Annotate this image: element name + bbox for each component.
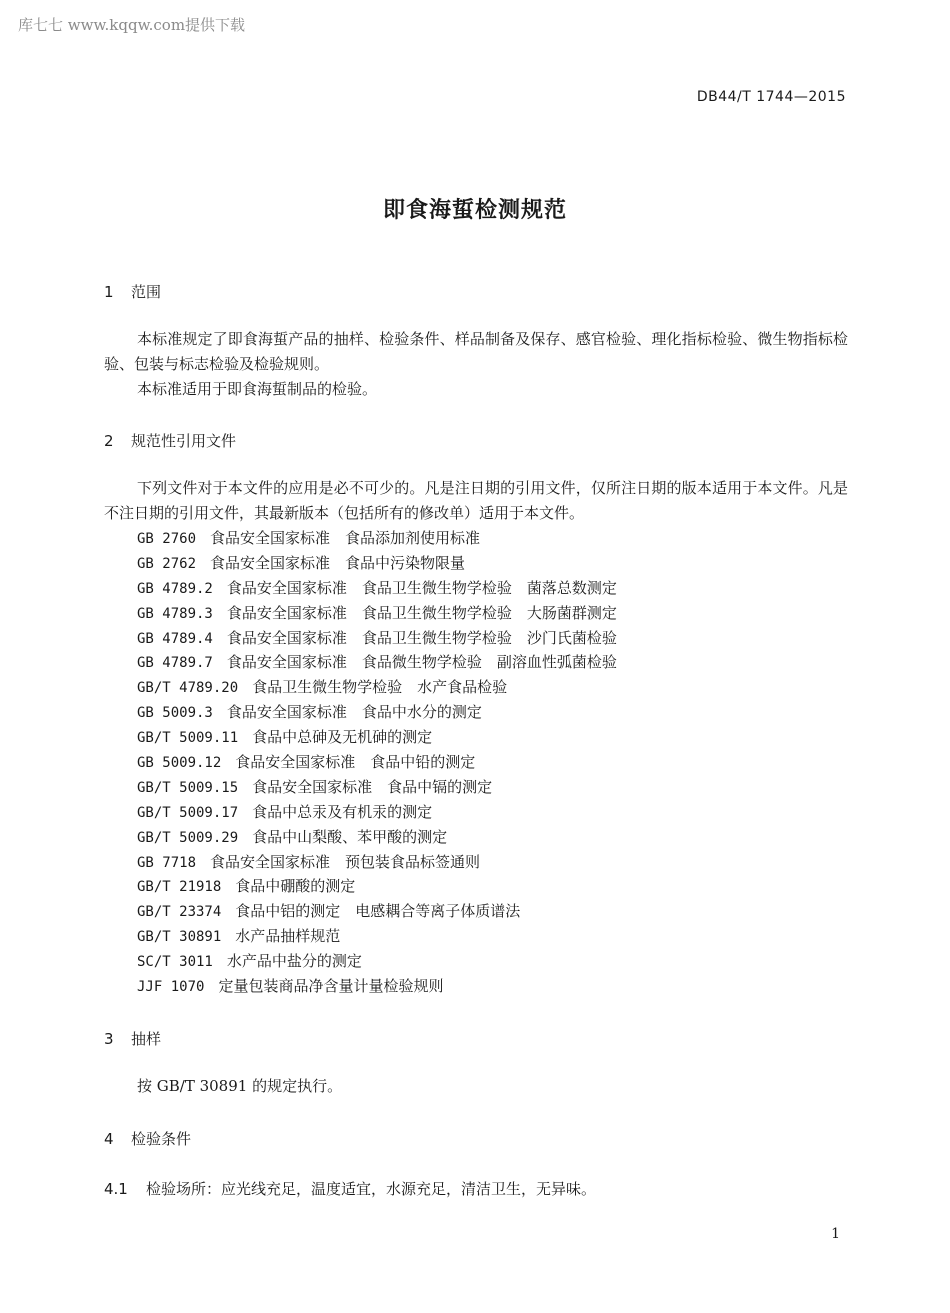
reference-item <box>137 924 617 949</box>
reference-item <box>137 874 617 899</box>
reference-code: GB 4789.4 <box>137 630 213 647</box>
section-number: 3 <box>104 1030 114 1048</box>
reference-item <box>137 675 617 700</box>
section-heading-conditions <box>104 1128 191 1149</box>
section-number: 1 <box>104 283 114 301</box>
section-title: 范围 <box>131 283 162 301</box>
normative-intro: 下列文件对于本文件的应用是必不可少的。凡是注日期的引用文件，仅所注日期的版本适用于本文件。凡是不注日期的引用文件，其最新版本（包括所有的修改单）适用于本文件。 <box>104 479 848 522</box>
reference-item <box>137 850 617 875</box>
reference-item <box>137 551 617 576</box>
reference-title: 食品安全国家标准 食品卫生微生物学检验 大肠菌群测定 <box>226 603 617 622</box>
reference-title: 食品安全国家标准 食品添加剂使用标准 <box>210 529 481 547</box>
reference-code: SC/T 3011 <box>137 954 213 971</box>
reference-item <box>137 700 617 725</box>
reference-title: 食品卫生微生物学检验 水产食品检验 <box>252 678 508 697</box>
sampling-paragraph: 按 GB/T 30891 的规定执行。 <box>137 1077 343 1095</box>
reference-code: GB/T 30891 <box>137 929 222 946</box>
reference-code: GB 5009.12 <box>137 755 222 772</box>
reference-list <box>137 526 617 999</box>
reference-item <box>137 601 617 626</box>
page-title: 即食海蜇检测规范 <box>382 198 567 223</box>
reference-code: GB 4789.2 <box>137 580 213 597</box>
reference-title: 食品安全国家标准 食品卫生微生物学检验 沙门氏菌检验 <box>226 628 617 647</box>
reference-item <box>137 949 617 974</box>
reference-code: GB/T 5009.17 <box>137 804 239 821</box>
reference-title: 食品安全国家标准 食品卫生微生物学检验 菌落总数测定 <box>226 578 617 597</box>
scope-paragraph-2: 本标准适用于即食海蜇制品的检验。 <box>137 380 378 398</box>
clause-text: 检验场所：应光线充足，温度适宜，水源充足，清洁卫生，无异味。 <box>146 1180 597 1198</box>
reference-code: JJF 1070 <box>137 979 205 996</box>
section-number: 4 <box>104 1130 114 1148</box>
reference-title: 食品中硼酸的测定 <box>235 877 356 896</box>
reference-code: GB/T 5009.15 <box>137 779 239 796</box>
section-title: 规范性引用文件 <box>131 432 237 450</box>
reference-title: 水产品中盐分的测定 <box>226 952 362 971</box>
reference-item <box>137 626 617 651</box>
reference-code: GB/T 5009.11 <box>137 730 239 747</box>
reference-item <box>137 526 617 551</box>
reference-item <box>137 725 617 750</box>
reference-title: 食品安全国家标准 食品中镉的测定 <box>252 777 493 796</box>
reference-item <box>137 775 617 800</box>
reference-title: 食品安全国家标准 食品中水分的测定 <box>226 703 482 722</box>
reference-code: GB 2762 <box>137 555 197 572</box>
section-heading-sampling <box>104 1028 161 1049</box>
section-title: 检验条件 <box>131 1130 192 1148</box>
document-number: DB44/T 1744—2015 <box>696 89 846 105</box>
reference-code: GB 7718 <box>137 854 197 871</box>
reference-code: GB/T 5009.29 <box>137 829 239 846</box>
reference-code: GB/T 23374 <box>137 904 222 921</box>
section-number: 2 <box>104 432 114 450</box>
section-heading-scope <box>104 281 161 302</box>
reference-item <box>137 650 617 675</box>
reference-title: 食品中山梨酸、苯甲酸的测定 <box>252 827 448 846</box>
section-heading-normative <box>104 430 236 451</box>
reference-item <box>137 750 617 775</box>
reference-title: 食品安全国家标准 食品微生物学检验 副溶血性弧菌检验 <box>226 653 617 672</box>
reference-title: 食品安全国家标准 食品中铅的测定 <box>235 753 476 772</box>
section-title: 抽样 <box>131 1030 162 1048</box>
clause-number: 4.1 <box>104 1180 128 1198</box>
clause-4-1 <box>104 1178 596 1199</box>
reference-code: GB 4789.7 <box>137 655 213 672</box>
reference-code: GB 4789.3 <box>137 605 213 622</box>
page-number: 1 <box>831 1226 840 1242</box>
reference-item <box>137 825 617 850</box>
reference-code: GB/T 21918 <box>137 879 222 896</box>
reference-item <box>137 974 617 999</box>
reference-item <box>137 800 617 825</box>
reference-title: 水产品抽样规范 <box>235 927 341 946</box>
reference-title: 食品安全国家标准 预包装食品标签通则 <box>210 852 481 871</box>
reference-code: GB 5009.3 <box>137 705 213 722</box>
reference-title: 食品中总汞及有机汞的测定 <box>252 802 433 821</box>
reference-code: GB/T 4789.20 <box>137 680 239 697</box>
reference-title: 食品安全国家标准 食品中污染物限量 <box>210 553 466 572</box>
reference-title: 定量包装商品净含量计量检验规则 <box>218 977 444 996</box>
reference-code: GB 2760 <box>137 531 197 547</box>
watermark: 库七七 www.kqqw.com提供下载 <box>18 16 246 34</box>
reference-item <box>137 576 617 601</box>
reference-title: 食品中铝的测定 电感耦合等离子体质谱法 <box>235 902 521 921</box>
reference-item <box>137 899 617 924</box>
reference-title: 食品中总砷及无机砷的测定 <box>252 728 433 747</box>
scope-paragraph-1: 本标准规定了即食海蜇产品的抽样、检验条件、样品制备及保存、感官检验、理化指标检验、微生物指标检验、包装与标志检验及检验规则。 <box>104 330 848 373</box>
